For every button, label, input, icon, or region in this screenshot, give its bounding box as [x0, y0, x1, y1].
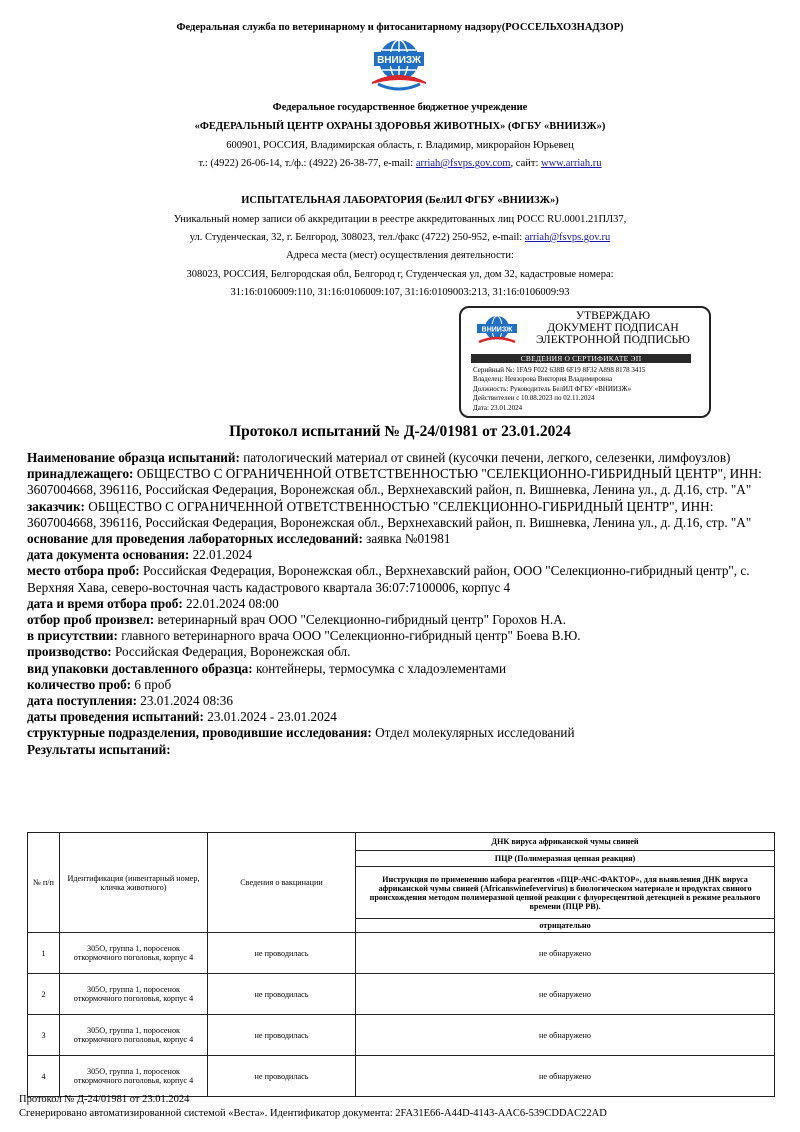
stamp-serial: Серийный №: 1FA9 F022 638B 6F19 8F32 A898 8178 3415 — [473, 366, 646, 374]
row-number: 1 — [28, 933, 60, 974]
field-test-dates — [27, 709, 775, 725]
field-label: принадлежащего: — [27, 466, 134, 482]
row-vaccination: не проводилась — [208, 1056, 356, 1097]
contacts-text: т.: (4922) 26-06-14, т./ф.: (4922) 26-38-77, e-mail: — [198, 158, 416, 169]
field-basis-date — [27, 547, 775, 563]
field-basis — [27, 531, 775, 547]
field-label: заказчик: — [27, 498, 85, 514]
row-result: не обнаружено — [356, 1015, 775, 1056]
field-value: Отдел молекулярных исследований — [371, 725, 575, 741]
field-label: отбор проб произвел: — [27, 612, 155, 628]
row-identification: 305О, группа 1, поросенок откормочного поголовья, корпус 4 — [60, 933, 208, 974]
lab-name: ИСПЫТАТЕЛЬНАЯ ЛАБОРАТОРИЯ (БелИЛ ФГБУ «ВНИИЗЖ») — [241, 195, 559, 206]
row-identification: 305О, группа 1, поросенок откормочного поголовья, корпус 4 — [60, 1056, 208, 1097]
stamp-logo — [475, 314, 519, 350]
row-vaccination: не проводилась — [208, 974, 356, 1015]
field-packaging — [27, 661, 775, 677]
footer-protocol: Протокол № Д-24/01981 от 23.01.2024 — [19, 1094, 190, 1105]
field-label: производство: — [27, 644, 112, 660]
header-vaccination: Сведения о вакцинации — [208, 833, 356, 933]
stamp-position: Должность: Руководитель БелИЛ ФГБУ «ВНИИЗЖ» — [473, 384, 632, 393]
row-number: 2 — [28, 974, 60, 1015]
field-value: 6 проб — [131, 676, 172, 692]
header-no: № п/п — [28, 833, 60, 933]
protocol-fields — [27, 450, 775, 758]
row-vaccination: не проводилась — [208, 933, 356, 974]
stamp-cert-bar: СВЕДЕНИЯ О СЕРТИФИКАТЕ ЭП — [471, 354, 691, 363]
table-row — [28, 933, 775, 974]
stamp-logo-text: ВНИИЗЖ — [481, 326, 513, 334]
field-value: ОБЩЕСТВО С ОГРАНИЧЕННОЙ ОТВЕТСТВЕННОСТЬЮ "СЕЛЕКЦИОННО-ГИБРИДНЫЙ ЦЕНТР", ИНН: 3607004668, 396116, Российская Федерация, Воронежская обл., Верхнехавский район, п. Вишневка, Ленина ул., д. Д.16, стр. "А" — [27, 498, 752, 530]
field-label: структурные подразделения, проводившие исследования: — [27, 725, 372, 741]
protocol-title: Протокол испытаний № Д-24/01981 от 23.01.2024 — [229, 423, 571, 440]
field-value: Российская Федерация, Воронежская обл., Верхнехавский район, ООО "Селекционно-гибридный центр", с. Верхняя Хава, северо-восточная часть кадастрового квартала 36:07:7100006, корпус 4 — [27, 563, 750, 595]
table-row — [28, 974, 775, 1015]
institution-name: «ФЕДЕРАЛЬНЫЙ ЦЕНТР ОХРАНЫ ЗДОРОВЬЯ ЖИВОТНЫХ» (ФГБУ «ВНИИЗЖ») — [194, 121, 606, 132]
row-number: 3 — [28, 1015, 60, 1056]
vniizzh-logo — [368, 38, 430, 98]
field-value: 22.01.2024 08:00 — [182, 595, 279, 611]
field-sample-name — [27, 450, 775, 466]
footer-generated: Сгенерировано автоматизированной системой «Веста». Идентификатор документа: 2FA31E66-A44D-4143-AAC6-539CDDAC22AD — [19, 1108, 607, 1119]
row-vaccination: не проводилась — [208, 1015, 356, 1056]
field-label: место отбора проб: — [27, 563, 140, 579]
results-table — [27, 832, 775, 1097]
field-receipt-date — [27, 693, 775, 709]
field-value: 23.01.2024 - 23.01.2024 — [203, 709, 337, 725]
lab-accreditation: Уникальный номер записи об аккредитации в реестре аккредитованных лиц РОСС RU.0001.21ПЛ37, — [173, 214, 627, 225]
field-production — [27, 644, 775, 660]
field-label: дата документа основания: — [27, 547, 190, 563]
field-owner — [27, 466, 775, 498]
field-value: главного ветеринарного врача ООО "Селекционно-гибридный центр" Боева В.Ю. — [117, 628, 581, 644]
stamp-line1: УТВЕРЖДАЮ — [575, 310, 651, 322]
institution-address: 600901, РОССИЯ, Владимирская область, г. Владимир, микрорайон Юрьевец — [226, 140, 574, 151]
institution-type: Федеральное государственное бюджетное учреждение — [272, 102, 528, 113]
stamp-title — [523, 310, 703, 346]
field-label: вид упаковки доставленного образца: — [27, 660, 253, 676]
agency-name: Федеральная служба по ветеринарному и фитосанитарному надзору(РОССЕЛЬХОЗНАДЗОР) — [176, 22, 624, 33]
field-label: в присутствии: — [27, 628, 118, 644]
field-value: ветеринарный врач ООО "Селекционно-гибридный центр" Горохов Н.А. — [154, 612, 567, 628]
lab-email-link[interactable]: arriah@fsvps.gov.ru — [524, 232, 611, 243]
stamp-owner: Владелец: Невзорова Виктория Владимировна — [473, 375, 613, 384]
activity-address: 308023, РОССИЯ, Белгородская обл, Белгород г, Студенческая ул, дом 32, кадастровые номера: — [186, 269, 614, 280]
field-value: Российская Федерация, Воронежская обл. — [111, 644, 351, 660]
stamp-date: Дата: 23.01.2024 — [473, 403, 523, 412]
header-target: ДНК вируса африканской чумы свиней — [356, 833, 775, 851]
field-value: патологический материал от свиней (кусочки печени, легкого, селезенки, лимфоузлов) — [239, 450, 731, 465]
logo-text: ВНИИЗЖ — [377, 55, 421, 66]
field-departments — [27, 725, 775, 741]
field-value: 22.01.2024 — [189, 547, 252, 563]
field-sample-count — [27, 677, 775, 693]
row-result: не обнаружено — [356, 974, 775, 1015]
email-link[interactable]: arriah@fsvps.gov.com — [415, 158, 511, 169]
field-sampling-datetime — [27, 596, 775, 612]
row-number: 4 — [28, 1056, 60, 1097]
field-in-presence — [27, 628, 775, 644]
activity-title: Адреса места (мест) осуществления деятельности: — [286, 250, 514, 261]
site-link[interactable]: www.arriah.ru — [541, 158, 602, 169]
stamp-line2: ДОКУМЕНТ ПОДПИСАН — [547, 322, 679, 334]
field-value: заявка №01981 — [362, 531, 451, 547]
table-row — [28, 1015, 775, 1056]
header-instruction: Инструкция по применению набора реагентов «ПЦР-АЧС-ФАКТОР», для выявления ДНК вируса африканской чумы свиней (Africanswinefevervirus) в биологическом материале и продуктах свиного происхождения методом полимеразной цепной реакции с флуоресцентной детекцией в режиме реального времени (ПЦР РВ). — [356, 867, 775, 919]
stamp-line3: ЭЛЕКТРОННОЙ ПОДПИСЬЮ — [536, 334, 690, 346]
lab-address-text: ул. Студенческая, 32, г. Белгород, 308023, тел./факс (4722) 250-952, e-mail: — [189, 232, 525, 243]
field-customer — [27, 499, 775, 531]
stamp-details — [473, 366, 645, 413]
field-value: 23.01.2024 08:36 — [136, 693, 233, 709]
table-row — [28, 1056, 775, 1097]
field-label: основание для проведения лабораторных исследований: — [27, 531, 363, 547]
stamp-valid: Действителен с 10.08.2023 по 02.11.2024 — [473, 394, 595, 403]
header-method: ПЦР (Полимеразная цепная реакция) — [356, 851, 775, 867]
field-label: даты проведения испытаний: — [27, 709, 204, 725]
row-identification: 305О, группа 1, поросенок откормочного поголовья, корпус 4 — [60, 1015, 208, 1056]
field-sampled-by — [27, 612, 775, 628]
field-value: контейнеры, термосумка с хладоэлементами — [252, 660, 507, 676]
header-identification: Идентификация (инвентарный номер, кличка животного) — [60, 833, 208, 933]
site-prefix: , сайт: — [510, 158, 541, 169]
field-label: Наименование образца испытаний: — [27, 450, 240, 465]
field-sampling-place — [27, 563, 775, 595]
cadastral-numbers: 31:16:0106009:110, 31:16:0106009:107, 31:16:0109003:213, 31:16:0106009:93 — [230, 287, 570, 298]
field-label: дата поступления: — [27, 693, 137, 709]
lab-address — [0, 232, 800, 243]
header-norm: отрицательно — [356, 919, 775, 933]
row-identification: 305О, группа 1, поросенок откормочного поголовья, корпус 4 — [60, 974, 208, 1015]
institution-contacts — [0, 158, 800, 169]
field-label: дата и время отбора проб: — [27, 595, 183, 611]
row-result: не обнаружено — [356, 933, 775, 974]
field-results-heading — [27, 742, 775, 758]
field-label: Результаты испытаний: — [27, 741, 171, 757]
field-label: количество проб: — [27, 676, 132, 692]
field-value: ОБЩЕСТВО С ОГРАНИЧЕННОЙ ОТВЕТСТВЕННОСТЬЮ "СЕЛЕКЦИОННО-ГИБРИДНЫЙ ЦЕНТР", ИНН: 3607004668, 396116, Российская Федерация, Воронежская обл., Верхнехавский район, п. Вишневка, Ленина ул., д. Д.16, стр. "А" — [27, 466, 762, 498]
row-result: не обнаружено — [356, 1056, 775, 1097]
electronic-signature-stamp — [459, 306, 711, 418]
